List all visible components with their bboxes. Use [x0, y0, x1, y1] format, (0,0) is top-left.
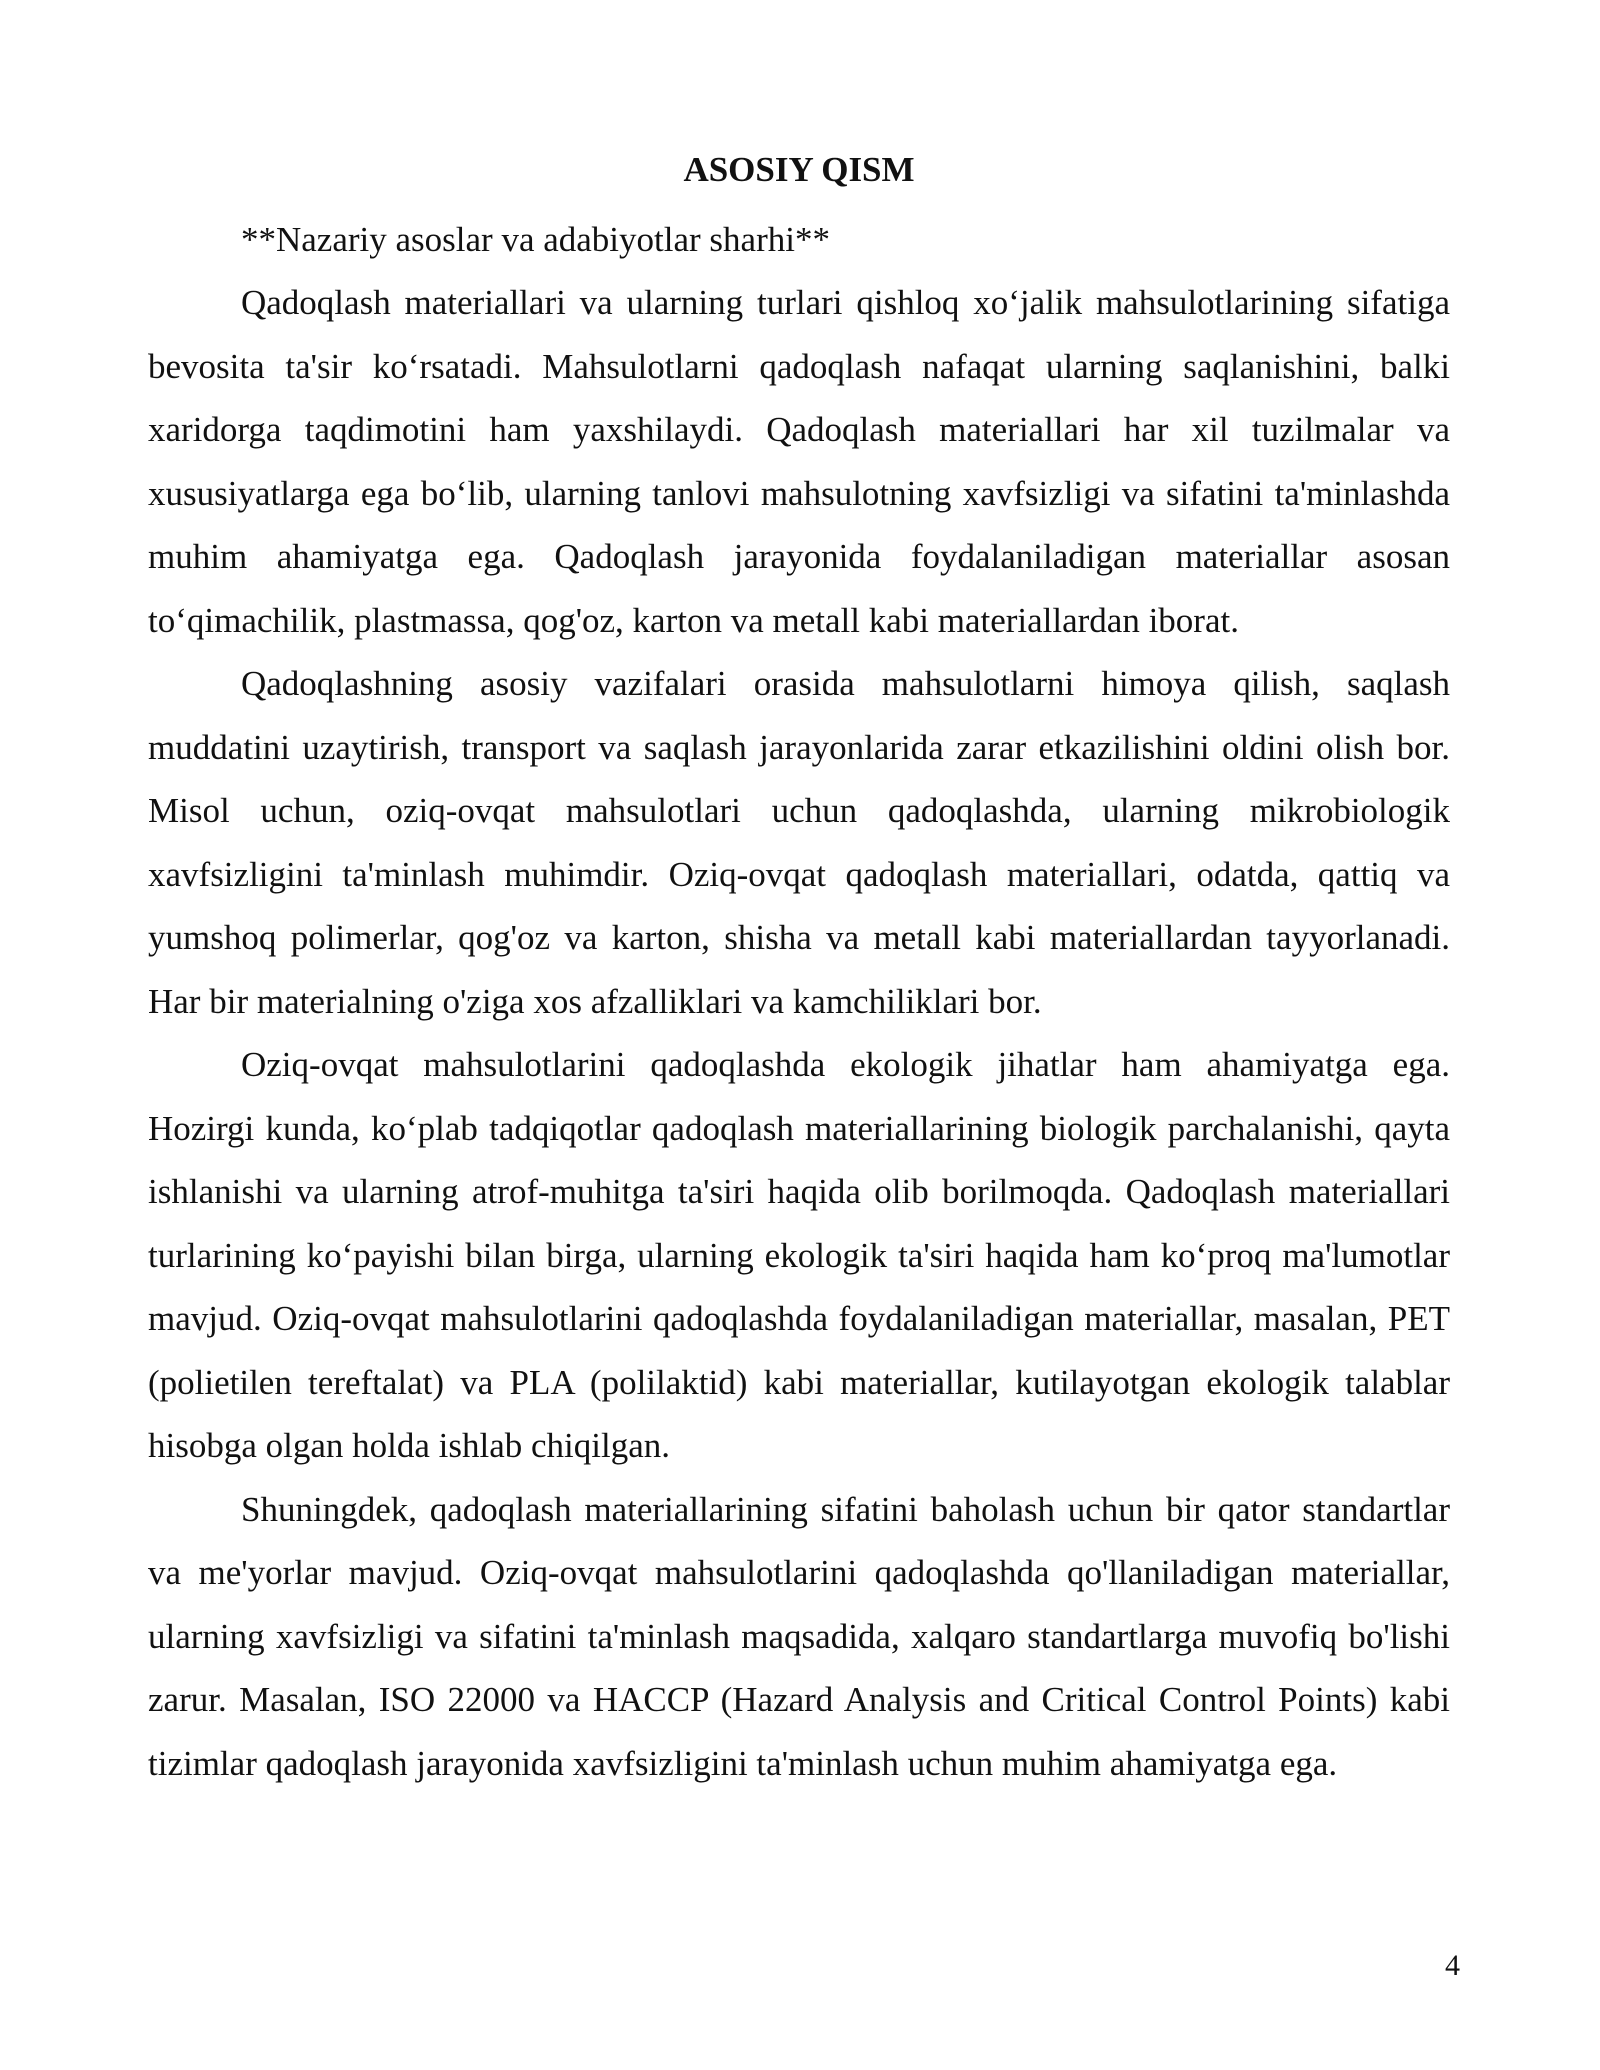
section-heading: ASOSIY QISM [683, 150, 915, 189]
paragraph-4: Shuningdek, qadoqlash materiallarining sifatini baholash uchun bir qator standartlar va me'yorlar mavjud. Oziq-ovqat mahsulotlarini qadoqlashda qo'llaniladigan materiallar, ularning xavfsizligi va sifatini ta'minlash maqsadida, xalqaro standartlarga muvofiq bo'lishi zarur. Masalan, ISO 22000 va HACCP (Hazard Analysis and Critical Control Points) kabi tizimlar qadoqlash jarayonida xavfsizligini ta'minlash uchun muhim ahamiyatga ega. [148, 1489, 1450, 1783]
paragraph-2: Qadoqlashning asosiy vazifalari orasida mahsulotlarni himoya qilish, saqlash muddatini uzaytirish, transport va saqlash jarayonlarida zarar etkazilishini oldini olish bor. Misol uchun, oziq-ovqat mahsulotlari uchun qadoqlashda, ularning mikrobiologik xavfsizligini ta'minlash muhimdir. Oziq-ovqat qadoqlash materiallari, odatda, qattiq va yumshoq polimerlar, qog'oz va karton, shisha va metall kabi materiallardan tayyorlanadi. Har bir materialning o'ziga xos afzalliklari va kamchiliklari bor. [148, 664, 1450, 1021]
page-number: 4 [1445, 1949, 1460, 1982]
document-page [148, 148, 1450, 1795]
subsection-heading: **Nazariy asoslar va adabiyotlar sharhi** [241, 220, 830, 259]
paragraph-3: Oziq-ovqat mahsulotlarini qadoqlashda ekologik jihatlar ham ahamiyatga ega. Hozirgi kunda, ko‘plab tadqiqotlar qadoqlash materiallarining biologik parchalanishi, qayta ishlanishi va ularning atrof-muhitga ta'siri haqida olib borilmoqda. Qadoqlash materiallari turlarining ko‘payishi bilan birga, ularning ekologik ta'siri haqida ham ko‘proq ma'lumotlar mavjud. Oziq-ovqat mahsulotlarini qadoqlashda foydalaniladigan materiallar, masalan, PET (polietilen tereftalat) va PLA (polilaktid) kabi materiallar, kutilayotgan ekologik talablar hisobga olgan holda ishlab chiqilgan. [148, 1045, 1450, 1465]
paragraph-1: Qadoqlash materiallari va ularning turlari qishloq xo‘jalik mahsulotlarining sifatiga bevosita ta'sir ko‘rsatadi. Mahsulotlarni qadoqlash nafaqat ularning saqlanishini, balki xaridorga taqdimotini ham yaxshilaydi. Qadoqlash materiallari har xil tuzilmalar va xususiyatlarga ega bo‘lib, ularning tanlovi mahsulotning xavfsizligi va sifatini ta'minlashda muhim ahamiyatga ega. Qadoqlash jarayonida foydalaniladigan materiallar asosan to‘qimachilik, plastmassa, qog'oz, karton va metall kabi materiallardan iborat. [148, 283, 1450, 640]
